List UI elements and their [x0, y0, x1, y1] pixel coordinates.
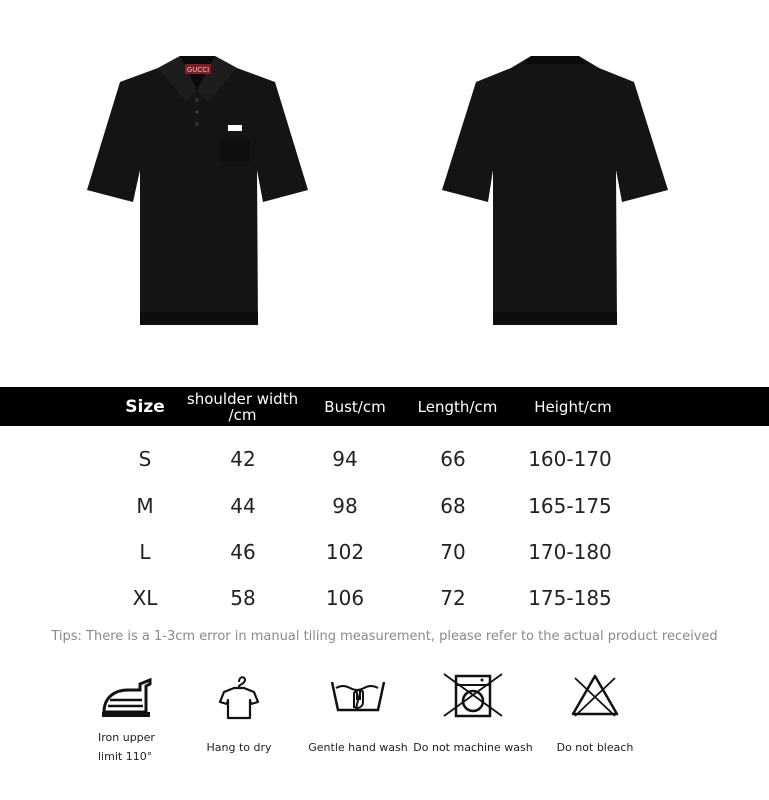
care-no-bleach	[530, 672, 660, 772]
care-hang-dry-label: Hang to dry	[206, 741, 272, 754]
size-table-header	[0, 387, 769, 426]
table-row	[0, 444, 769, 474]
hanger-shirt-icon	[214, 672, 264, 724]
table-row	[0, 537, 769, 567]
table-row	[0, 491, 769, 521]
table-row	[0, 583, 769, 613]
header-height: Height/cm	[534, 397, 612, 416]
care-no-machine-wash-label: Do not machine wash	[413, 741, 533, 754]
care-hang-dry	[174, 672, 304, 772]
header-bust: Bust/cm	[324, 397, 386, 416]
header-shoulder-line2: /cm	[228, 405, 257, 424]
shirt-back-image	[436, 50, 674, 335]
header-length: Length/cm	[417, 397, 498, 416]
cell-height: 160-170	[528, 447, 612, 471]
cell-shoulder: 46	[230, 540, 256, 564]
care-hand-wash	[293, 672, 423, 772]
care-iron-label-line2: limit 110°	[98, 750, 153, 763]
cell-size: S	[138, 447, 152, 471]
cell-shoulder: 58	[230, 586, 256, 610]
cell-length: 72	[440, 586, 466, 610]
cell-size: XL	[132, 586, 158, 610]
header-shoulder-width	[180, 387, 305, 426]
header-size: Size	[125, 396, 165, 417]
care-no-bleach-label: Do not bleach	[556, 741, 634, 754]
care-iron-label-line1: Iron upper	[98, 731, 155, 744]
cell-shoulder: 44	[230, 494, 256, 518]
cell-height: 175-185	[528, 586, 612, 610]
cell-size: L	[139, 540, 151, 564]
cell-length: 66	[440, 447, 466, 471]
no-machine-wash-icon	[442, 672, 504, 718]
measurement-tips: Tips: There is a 1-3cm error in manual tiling measurement, please refer to the actual product received	[51, 629, 718, 644]
cell-length: 68	[440, 494, 466, 518]
shirt-front-image	[80, 50, 315, 335]
header-shoulder-line1: shoulder width	[186, 389, 299, 408]
cell-bust: 106	[325, 586, 365, 610]
care-hand-wash-label: Gentle hand wash	[308, 741, 408, 754]
cell-bust: 98	[332, 494, 358, 518]
cell-size: M	[136, 494, 154, 518]
svg-text:GUCCI: GUCCI	[186, 66, 210, 74]
care-no-machine-wash	[408, 672, 538, 772]
hand-wash-icon	[328, 672, 388, 718]
cell-height: 165-175	[528, 494, 612, 518]
cell-shoulder: 42	[230, 447, 256, 471]
iron-icon	[96, 672, 158, 720]
cell-height: 170-180	[528, 540, 612, 564]
care-iron-label	[98, 728, 178, 766]
cell-length: 70	[440, 540, 466, 564]
cell-bust: 102	[325, 540, 365, 564]
no-bleach-icon	[569, 672, 621, 718]
care-iron	[62, 672, 192, 772]
cell-bust: 94	[332, 447, 358, 471]
